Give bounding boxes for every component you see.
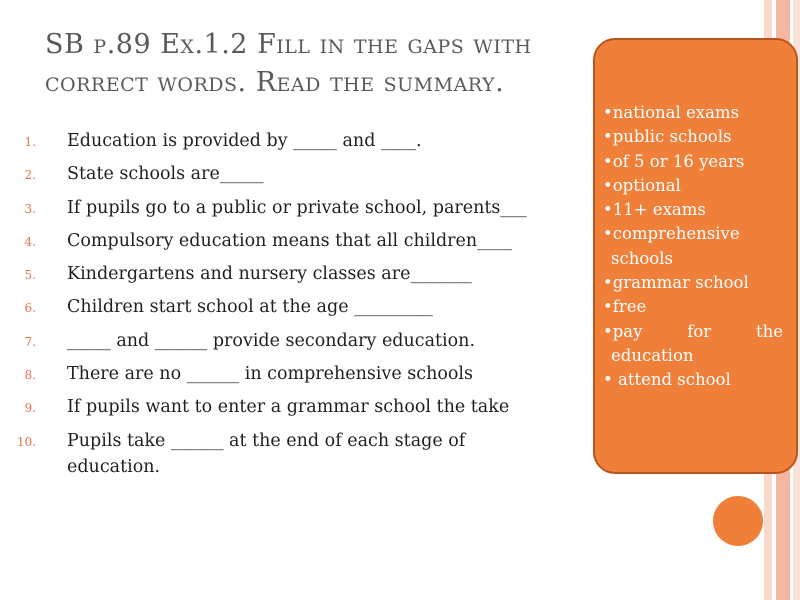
word-bank-item: •grammar school: [603, 273, 749, 293]
item-text: Pupils take ______ at the end of each stage of education.: [67, 430, 466, 477]
word-bank-item: [603, 344, 783, 368]
word-bank-item: •public schools: [603, 127, 732, 147]
word-part: education: [611, 345, 694, 365]
word-bank-item: [603, 222, 783, 271]
item-number: 6.: [24, 301, 36, 316]
item-number: 1.: [24, 135, 36, 149]
exercise-item: [0, 294, 600, 320]
exercise-item: [0, 361, 600, 387]
slide-title: SB p.89 Ex.1.2 Fill in the gaps with correct words. Read the summary.: [45, 29, 532, 98]
word-bank-item: • attend school: [603, 370, 731, 390]
item-number: 7.: [24, 334, 36, 349]
exercise-item: [0, 128, 600, 154]
item-number: 3.: [24, 201, 36, 216]
item-number: 2.: [24, 168, 36, 183]
exercise-item: [0, 328, 600, 354]
decorative-circle: [713, 496, 763, 546]
word-part: •comprehensive: [603, 224, 740, 244]
item-text: Children start school at the age _________: [67, 297, 433, 318]
item-text: There are no ______ in comprehensive schools: [67, 364, 474, 385]
item-text: Kindergartens and nursery classes are_______: [67, 264, 472, 285]
item-text: _____ and ______ provide secondary education.: [67, 330, 476, 351]
item-number: 9.: [24, 401, 36, 416]
word-bank-list: [603, 101, 783, 393]
item-text: State schools are_____: [67, 164, 264, 185]
word-bank-item: •optional: [603, 175, 681, 195]
exercise-list: [0, 128, 600, 487]
word-bank-item: •of 5 or 16 years: [603, 151, 745, 171]
item-text: Education is provided by _____ and ____.: [67, 131, 422, 151]
item-text: Compulsory education means that all children____: [67, 230, 513, 251]
word-part: •pay: [603, 321, 643, 341]
item-number: 4.: [24, 234, 36, 249]
item-text: If pupils want to enter a grammar school the take: [67, 397, 510, 418]
word-part: schools: [611, 248, 673, 268]
word-bank-item: •national exams: [603, 103, 740, 122]
item-number: 8.: [24, 368, 36, 383]
word-part: the: [755, 321, 783, 341]
word-bank-item: •11+ exams: [603, 200, 706, 220]
exercise-item: [0, 228, 600, 254]
item-number: 5.: [24, 268, 36, 283]
item-number: 10.: [16, 434, 36, 449]
exercise-item: [0, 261, 600, 287]
exercise-item: [0, 428, 557, 480]
word-bank-item: •free: [603, 297, 647, 317]
exercise-item: [0, 161, 600, 187]
exercise-item: [0, 394, 600, 420]
word-bank-item: [603, 320, 783, 344]
item-text: If pupils go to a public or private school, parents___: [67, 197, 527, 218]
word-part: for: [687, 321, 712, 341]
exercise-item: [0, 195, 600, 221]
